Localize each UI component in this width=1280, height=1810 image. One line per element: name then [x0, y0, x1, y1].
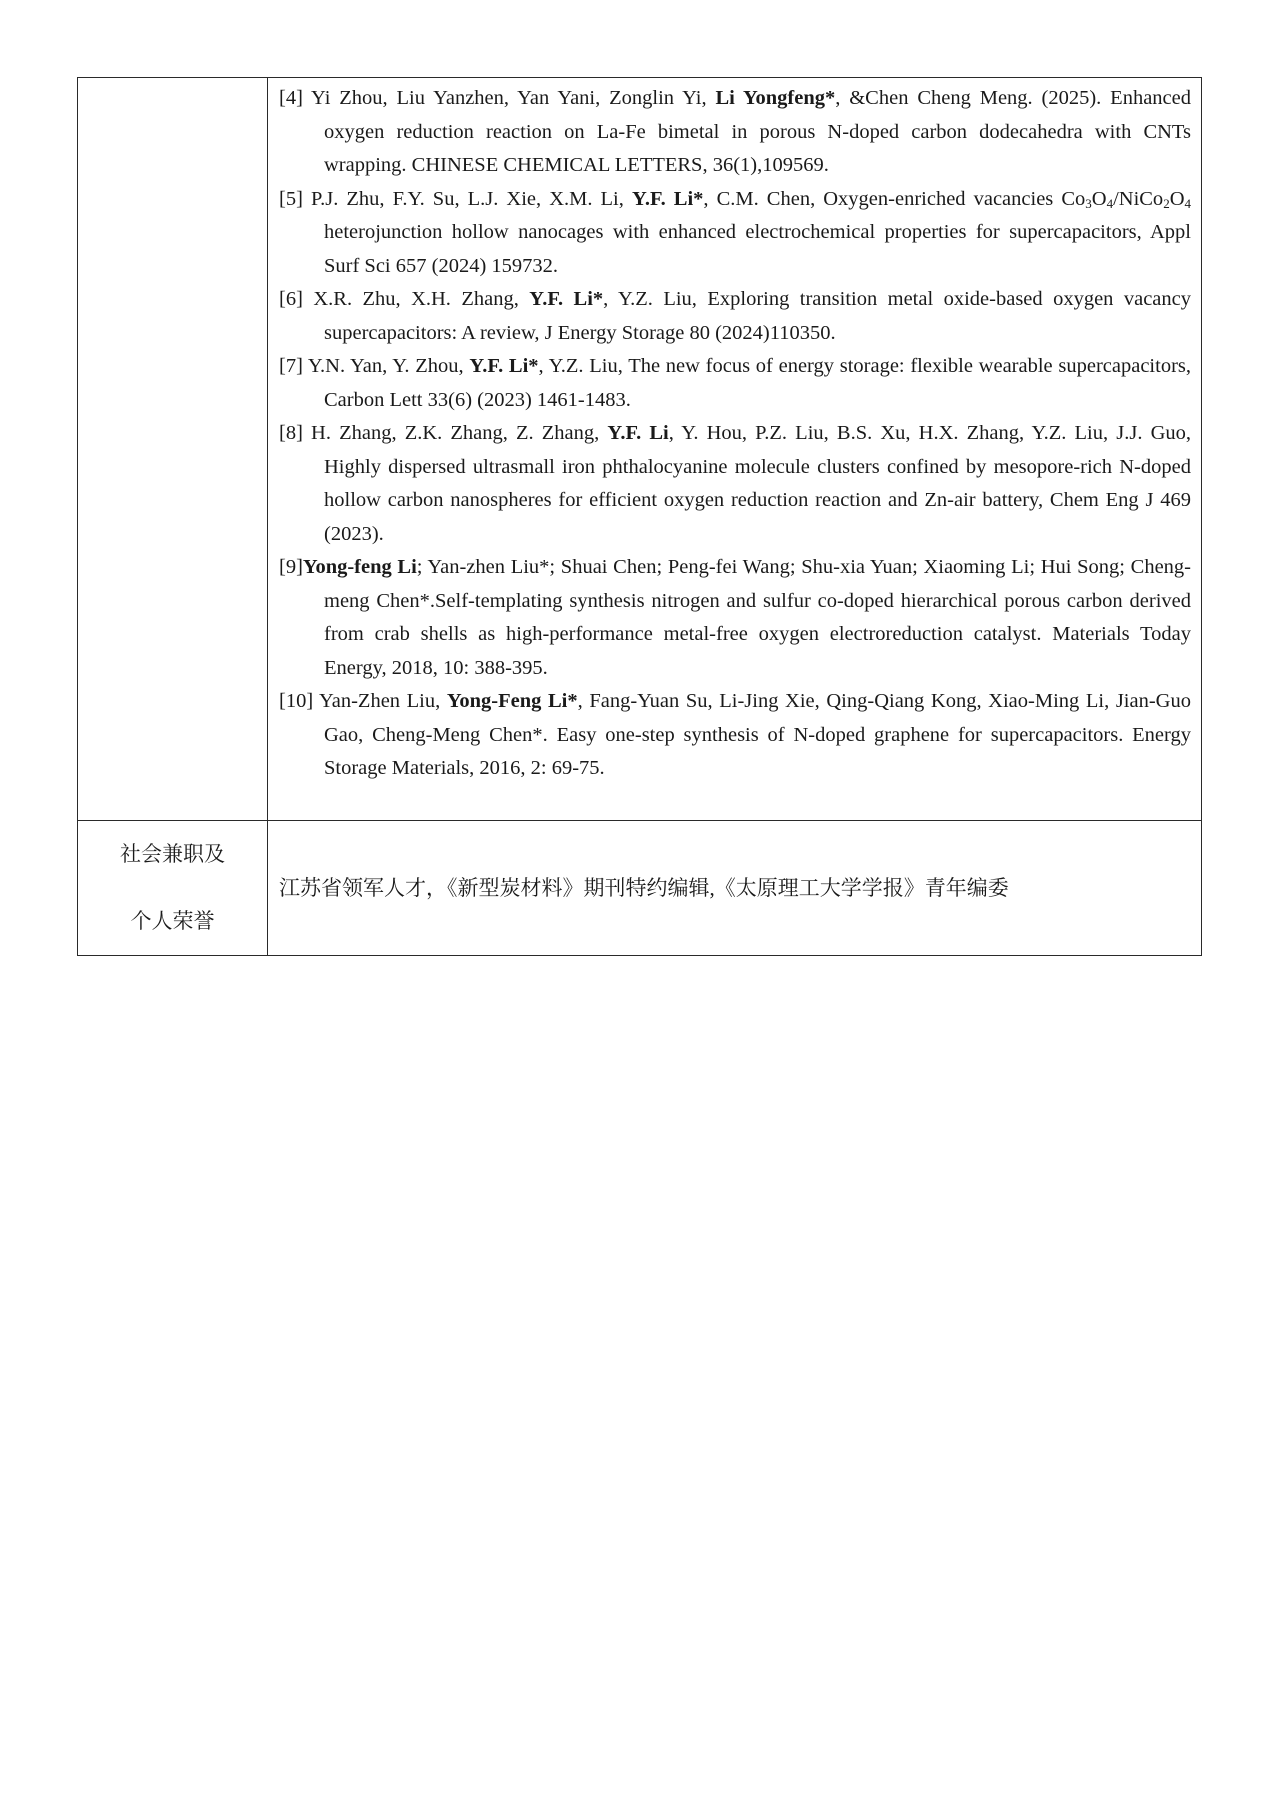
highlighted-author: Y.F. Li*	[469, 355, 539, 377]
cv-table	[77, 77, 1202, 956]
publication-item: [4] Yi Zhou, Liu Yanzhen, Yan Yani, Zonglin Yi, Li Yongfeng*, &Chen Cheng Meng. (2025). Enhanced oxygen reduction reaction on La-Fe bimetal in porous N-doped carbon dodecahedra with CNTs wrapping. CHINESE CHEMICAL LETTERS, 36(1),109569.	[279, 87, 1191, 176]
honors-label-line2: 个人荣誉	[130, 909, 215, 933]
publication-item: [8] H. Zhang, Z.K. Zhang, Z. Zhang, Y.F. Li, Y. Hou, P.Z. Liu, B.S. Xu, H.X. Zhang, Y.Z. Liu, J.J. Guo, Highly dispersed ultrasmall iron phthalocyanine molecule clusters confined by mesopore-rich N-doped hollow carbon nanospheres for efficient oxygen reduction reaction and Zn-air battery, Chem Eng J 469 (2023).	[279, 422, 1191, 545]
honors-row	[78, 821, 1202, 956]
publication-item: [10] Yan-Zhen Liu, Yong-Feng Li*, Fang-Yuan Su, Li-Jing Xie, Qing-Qiang Kong, Xiao-Ming Li, Jian-Guo Gao, Cheng-Meng Chen*. Easy one-step synthesis of N-doped graphene for supercapacitors. Energy Storage Materials, 2016, 2: 69-75.	[279, 690, 1191, 779]
publication-item: [9]Yong-feng Li; Yan-zhen Liu*; Shuai Chen; Peng-fei Wang; Shu-xia Yuan; Xiaoming Li; Hui Song; Cheng-meng Chen*.Self-templating synthesis nitrogen and sulfur co-doped hierarchical porous carbon derived from crab shells as high-performance metal-free oxygen electroreduction catalyst. Materials Today Energy, 2018, 10: 388-395.	[279, 556, 1191, 679]
publication-item: [5] P.J. Zhu, F.Y. Su, L.J. Xie, X.M. Li, Y.F. Li*, C.M. Chen, Oxygen-enriched vacancies $Co_3O_4/NiCo_2O_4$ heterojunction hollow nanocages with enhanced electrochemical properties for supercapacitors, Appl Surf Sci 657 (2024) 159732.	[279, 187, 1191, 277]
highlighted-author: Yong-feng Li	[302, 556, 417, 578]
publications-list	[268, 78, 1202, 821]
highlighted-author: Y.F. Li*	[631, 187, 704, 210]
honors-label	[78, 821, 268, 956]
publications-label-cell	[78, 78, 268, 821]
honors-text: 江苏省领军人才，《新型炭材料》期刊特约编辑,《太原理工大学学报》青年编委	[268, 821, 1202, 956]
publications-row	[78, 78, 1202, 821]
publication-item: [6] X.R. Zhu, X.H. Zhang, Y.F. Li*, Y.Z. Liu, Exploring transition metal oxide-based oxygen vacancy supercapacitors: A review, J Energy Storage 80 (2024)110350.	[279, 288, 1192, 344]
highlighted-author: Li Yongfeng*	[715, 87, 836, 109]
highlighted-author: Yong-Feng Li*	[446, 690, 578, 712]
highlighted-author: Y.F. Li*	[529, 288, 604, 310]
honors-label-line1: 社会兼职及	[120, 842, 225, 866]
highlighted-author: Y.F. Li	[607, 422, 669, 444]
publication-item: [7] Y.N. Yan, Y. Zhou, Y.F. Li*, Y.Z. Liu, The new focus of energy storage: flexible wearable supercapacitors, Carbon Lett 33(6) (2023) 1461-1483.	[279, 355, 1191, 411]
